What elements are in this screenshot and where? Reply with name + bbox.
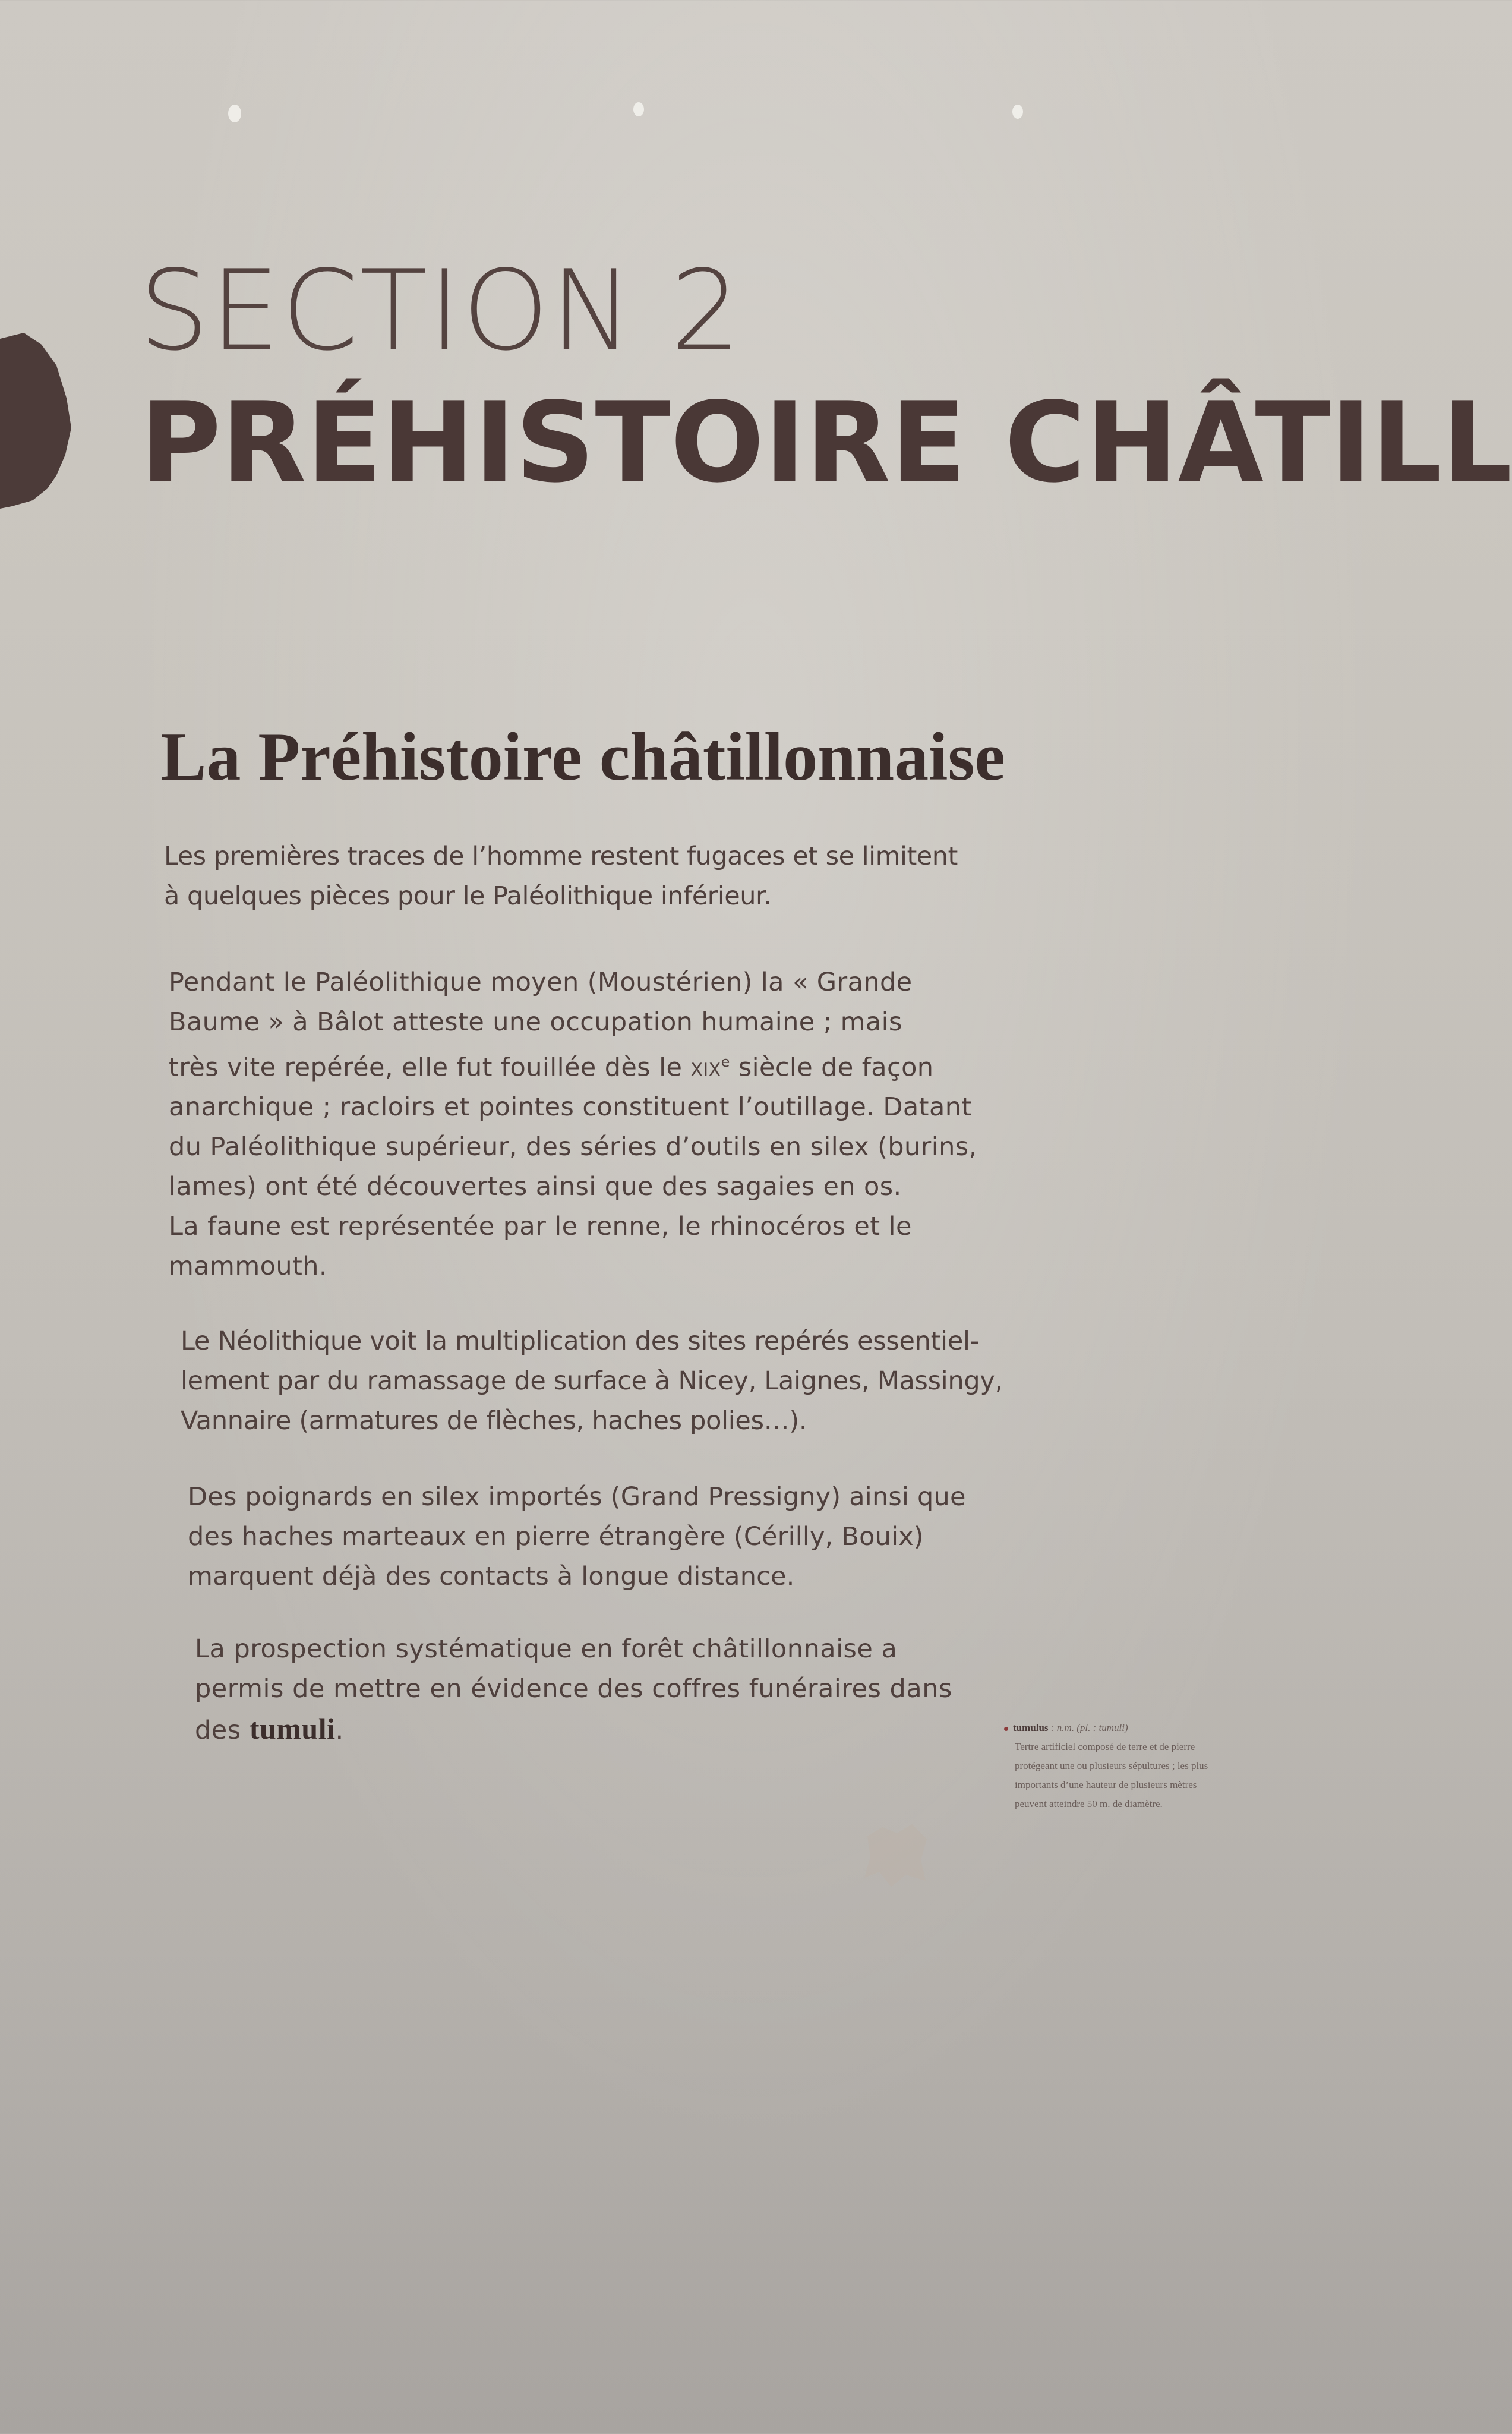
paragraph-neolithic bbox=[181, 1322, 1003, 1441]
glossary-definition-line: Tertre artificiel composé de terre et de pierre bbox=[1015, 1741, 1195, 1752]
paragraph-lower-paleolithic bbox=[164, 837, 958, 916]
bullet-icon bbox=[1004, 1727, 1008, 1731]
section-number: SECTION 2 bbox=[139, 246, 742, 375]
text-span: très vite repérée, elle fut fouillée dès le bbox=[169, 1052, 691, 1083]
paragraph-line: Pendant le Paléolithique moyen (Moustérien) la « Grande bbox=[169, 967, 913, 997]
paragraph-line: Le Néolithique voit la multiplication des sites repérés essentiel- bbox=[181, 1326, 979, 1356]
paragraph-line: lement par du ramassage de surface à Nicey, Laignes, Massingy, bbox=[181, 1366, 1003, 1396]
paragraph-line: Vannaire (armatures de flèches, haches polies…). bbox=[181, 1406, 807, 1436]
glossary-definition-line: protégeant une ou plusieurs sépultures ; les plus bbox=[1015, 1760, 1208, 1771]
paragraph-line: des haches marteaux en pierre étrangère (Cérilly, Bouix) bbox=[188, 1522, 924, 1552]
glossary-definition-line: peuvent atteindre 50 m. de diamètre. bbox=[1015, 1798, 1163, 1809]
paragraph-line bbox=[169, 1042, 977, 1087]
panel-heading: La Préhistoire châtillonnaise bbox=[160, 719, 1006, 795]
paragraph-line: mammouth. bbox=[169, 1251, 327, 1282]
glossary-term-highlight: tumuli bbox=[249, 1712, 336, 1745]
text-span: . bbox=[335, 1716, 344, 1745]
paragraph-line: Les premières traces de l’homme restent fugaces et se limitent bbox=[164, 841, 958, 871]
paragraph-line: à quelques pièces pour le Paléolithique inférieur. bbox=[164, 881, 772, 911]
glossary-grammar: : n.m. (pl. : tumuli) bbox=[1048, 1722, 1128, 1733]
paragraph-line: anarchique ; racloirs et pointes constituent l’outillage. Datant bbox=[169, 1092, 972, 1123]
paragraph-line: Baume » à Bâlot atteste une occupation humaine ; mais bbox=[169, 1007, 902, 1037]
text-span: siècle de façon bbox=[730, 1052, 934, 1083]
section-title: PRÉHISTOIRE CHÂTILL bbox=[140, 378, 1512, 507]
wall-speck bbox=[1012, 105, 1023, 119]
paragraph-long-distance-contacts bbox=[188, 1477, 966, 1597]
glossary-definition-line: importants d’une hauteur de plusieurs mètres bbox=[1015, 1779, 1197, 1790]
paragraph-line: marquent déjà des contacts à longue distance. bbox=[188, 1562, 795, 1591]
wall-stain bbox=[856, 1812, 933, 1890]
paragraph-line: Des poignards en silex importés (Grand Pressigny) ainsi que bbox=[188, 1482, 966, 1512]
paragraph-line: La faune est représentée par le renne, le rhinocéros et le bbox=[169, 1212, 912, 1242]
glossary-term: tumulus bbox=[1013, 1722, 1049, 1733]
paragraph-middle-upper-paleolithic bbox=[169, 963, 977, 1287]
wall-speck bbox=[633, 102, 644, 116]
paragraph-line bbox=[195, 1709, 952, 1751]
century-superscript: e bbox=[721, 1054, 730, 1070]
paragraph-tumuli bbox=[195, 1629, 952, 1751]
glossary-term-line bbox=[1004, 1719, 1313, 1738]
wall-speck bbox=[228, 105, 241, 122]
century-numeral: xix bbox=[690, 1052, 721, 1083]
paragraph-line: La prospection systématique en forêt châtillonnaise a bbox=[195, 1634, 898, 1664]
paragraph-line: permis de mettre en évidence des coffres funéraires dans bbox=[195, 1674, 952, 1704]
paragraph-line: du Paléolithique supérieur, des séries d’outils en silex (burins, bbox=[169, 1132, 977, 1162]
text-span: des bbox=[195, 1716, 250, 1745]
glossary-note bbox=[1004, 1719, 1313, 1814]
paragraph-line: lames) ont été découvertes ainsi que des sagaies en os. bbox=[169, 1172, 902, 1202]
flint-arrowhead-icon bbox=[0, 333, 77, 511]
